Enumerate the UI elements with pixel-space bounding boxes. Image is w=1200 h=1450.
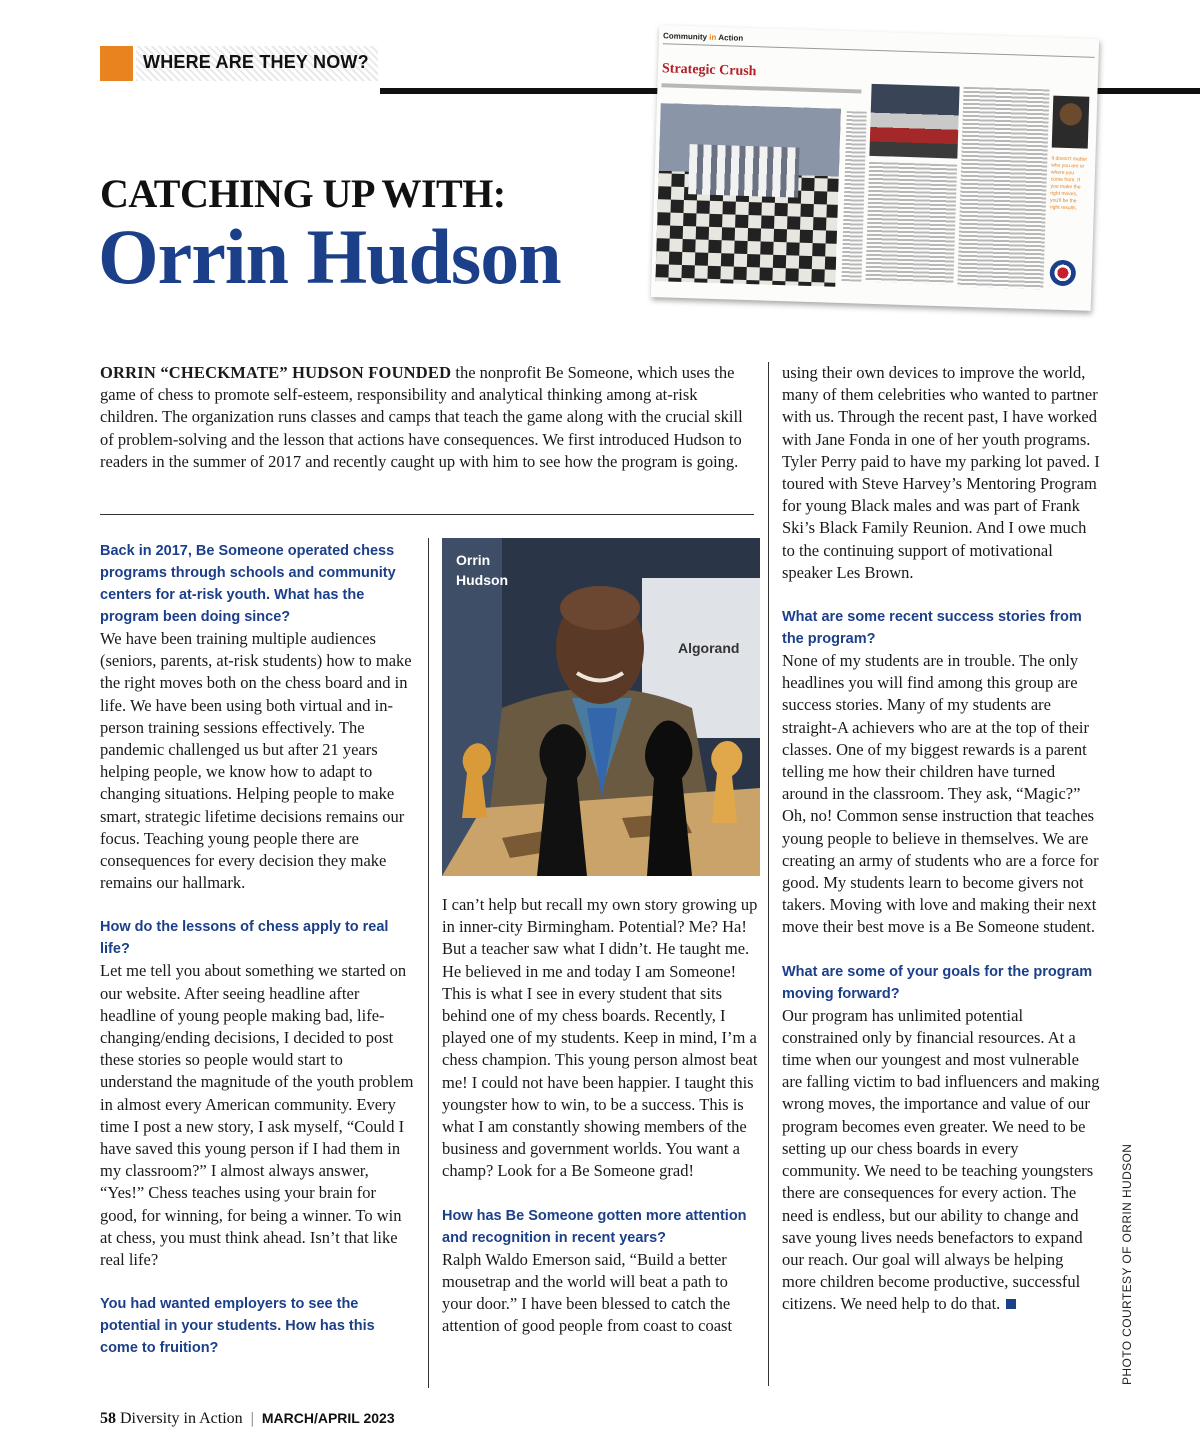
inset-brand-in: in xyxy=(709,32,717,42)
inset-pull-quote: It doesn't matter who you are or where you come from. If you make the right moves, you'll be the right results. xyxy=(1049,155,1088,212)
column-divider-left xyxy=(428,538,429,1388)
intro-divider xyxy=(100,514,754,515)
question-6: What are some of your goals for the program moving forward? xyxy=(782,963,1093,1002)
section-marker-square xyxy=(100,46,133,81)
question-2: How do the lessons of chess apply to real life? xyxy=(100,919,389,958)
answer-2: Let me tell you about something we started on our website. After seeing headline after headline of young people making bad, life-changing/ending decisions, I decided to post these stories so people would start to understand the magnitude of the youth problem in almost every American community. Every time I post a new story, I ask myself, “Could I have saved this young person if I had them in my classroom?” I almost always answer, “Yes!” Chess teaches using your brain for good, for winning, for being a winner. To win at chess, you must think ahead. Isn’t that like real life? xyxy=(100,961,414,1270)
inset-text-column xyxy=(865,162,957,285)
answer-3: I can’t help but recall my own story growing up in inner-city Birmingham. Potential? Me? Ha! But a teacher saw what I didn’t. He taught me. He believed in me and today I am Someone! This is what I see in every student that sits behind one of my chess boards. Recently, I played one of my students. Keep in mind, I’m a chess champion. This young person almost beat me! I could not have been happier. I taught this youngster how to win, to be a success. This is what I am constantly showing members of the business and government worlds. You want a champ? Look for a Be Someone grad! xyxy=(442,895,758,1181)
inset-title: Strategic Crush xyxy=(661,61,757,80)
photo-backdrop-brand: Algorand xyxy=(678,640,740,656)
question-3: You had wanted employers to see the potential in your students. How has this come to fruition? xyxy=(100,1296,375,1357)
inset-portrait-photo xyxy=(1052,96,1090,149)
page-folio xyxy=(100,1410,395,1428)
question-4: How has Be Someone gotten more attention and recognition in recent years? xyxy=(442,1207,747,1246)
folio-separator: | xyxy=(250,1410,254,1427)
answer-6: Our program has unlimited potential constrained only by financial resources. At a time when our youngest and most vulnerable are falling victim to bad influencers and making wrong moves, the importance and value of our program becomes even greater. We need to be setting up our chess boards in every community. We need to be teaching youngsters there are consequences for every action. The need is endless, but our ability to change and save young lives needs benefactors to expand our reach. Our goal will always be helping more children become productive, successful citizens. We need help to do that. xyxy=(782,1005,1100,1314)
intro-text: the nonprofit Be Someone, which uses the game of chess to promote self-esteem, responsibility and analytical thinking among at-risk children. The organization runs classes and camps that teach the game along with the crucial skill of problem-solving and the lesson that actions have consequences. We first introduced Hudson to readers in the summer of 2017 and recently caught up with him to see how the program is going. xyxy=(100,363,743,471)
photo-caption: Orrin Hudson xyxy=(456,552,509,588)
inset-brand-end: Action xyxy=(718,33,744,43)
article-headline: Orrin Hudson xyxy=(98,213,561,300)
column-2 xyxy=(442,894,760,1337)
answer-4-continued: using their own devices to improve the world, many of them celebrities who wanted to partner with us. Through the recent past, I have worked with Jane Fonda in one of her youth programs. Tyler Perry paid to have my parking lot paved. I toured with Steve Harvey’s Mentoring Program for young Black males and was part of Frank Ski’s Black Family Reunion. And I owe much to the continuing support of motivational speaker Les Brown. xyxy=(782,363,1100,582)
article-kicker: CATCHING UP WITH: xyxy=(100,171,506,216)
inset-chess-photo xyxy=(655,103,841,287)
end-mark-icon xyxy=(1006,1299,1016,1309)
column-3 xyxy=(782,362,1100,1316)
previous-article-inset xyxy=(651,25,1099,311)
article-intro xyxy=(100,362,754,473)
inset-seal-icon xyxy=(1049,260,1076,287)
answer-6-wrapper xyxy=(782,1005,1100,1316)
question-1: Back in 2017, Be Someone operated chess programs through schools and community centers for at-risk youth. What has the program been doing since? xyxy=(100,543,396,625)
column-1 xyxy=(100,540,416,1359)
section-label: WHERE ARE THEY NOW? xyxy=(143,52,369,72)
intro-lead: ORRIN “CHECKMATE” HUDSON FOUNDED xyxy=(100,363,452,382)
answer-1: We have been training multiple audiences (seniors, parents, at-risk students) how to make the right moves both on the chess board and in life. We have been using both virtual and in-person training sessions effectively. The pandemic challenged us but after 21 years helping people, we know how to adapt to changing situations. Helping people to make smart, strategic lifetime decisions remains our focus. Teaching young people there are consequences for every decision they make remains our hallmark. xyxy=(100,629,412,893)
issue-date: MARCH/APRIL 2023 xyxy=(261,1410,395,1426)
inset-brand: Community xyxy=(662,31,708,42)
column-divider-right xyxy=(768,362,769,1386)
answer-5: None of my students are in trouble. The only headlines you will find among this group are success stories. Many of my students are straight-A achievers who are at the top of their classes. One of my biggest rewards is a parent telling me how their children have turned around in the classroom. They ask, “Magic?” Oh, no! Common sense instruction that teaches young people to believe in themselves. We are creating an army of students who are a force for good. My students learn to become givers not takers. Moving with love and making their next move their best move is a Be Someone student. xyxy=(782,651,1099,937)
inset-text-column xyxy=(841,111,866,282)
photo-credit: PHOTO COURTESY OF ORRIN HUDSON xyxy=(1120,1143,1134,1385)
answer-4: Ralph Waldo Emerson said, “Build a better mousetrap and the world will beat a path to your door.” I have been blessed to catch the attention of good people from coast to coast xyxy=(442,1249,733,1336)
inset-deck-lines xyxy=(661,83,861,93)
inset-group-photo xyxy=(869,84,959,159)
inset-text-column xyxy=(957,87,1049,290)
page-number: 58 xyxy=(100,1410,116,1427)
question-5: What are some recent success stories from the program? xyxy=(782,609,1082,648)
publication-name: Diversity in Action xyxy=(120,1410,243,1427)
